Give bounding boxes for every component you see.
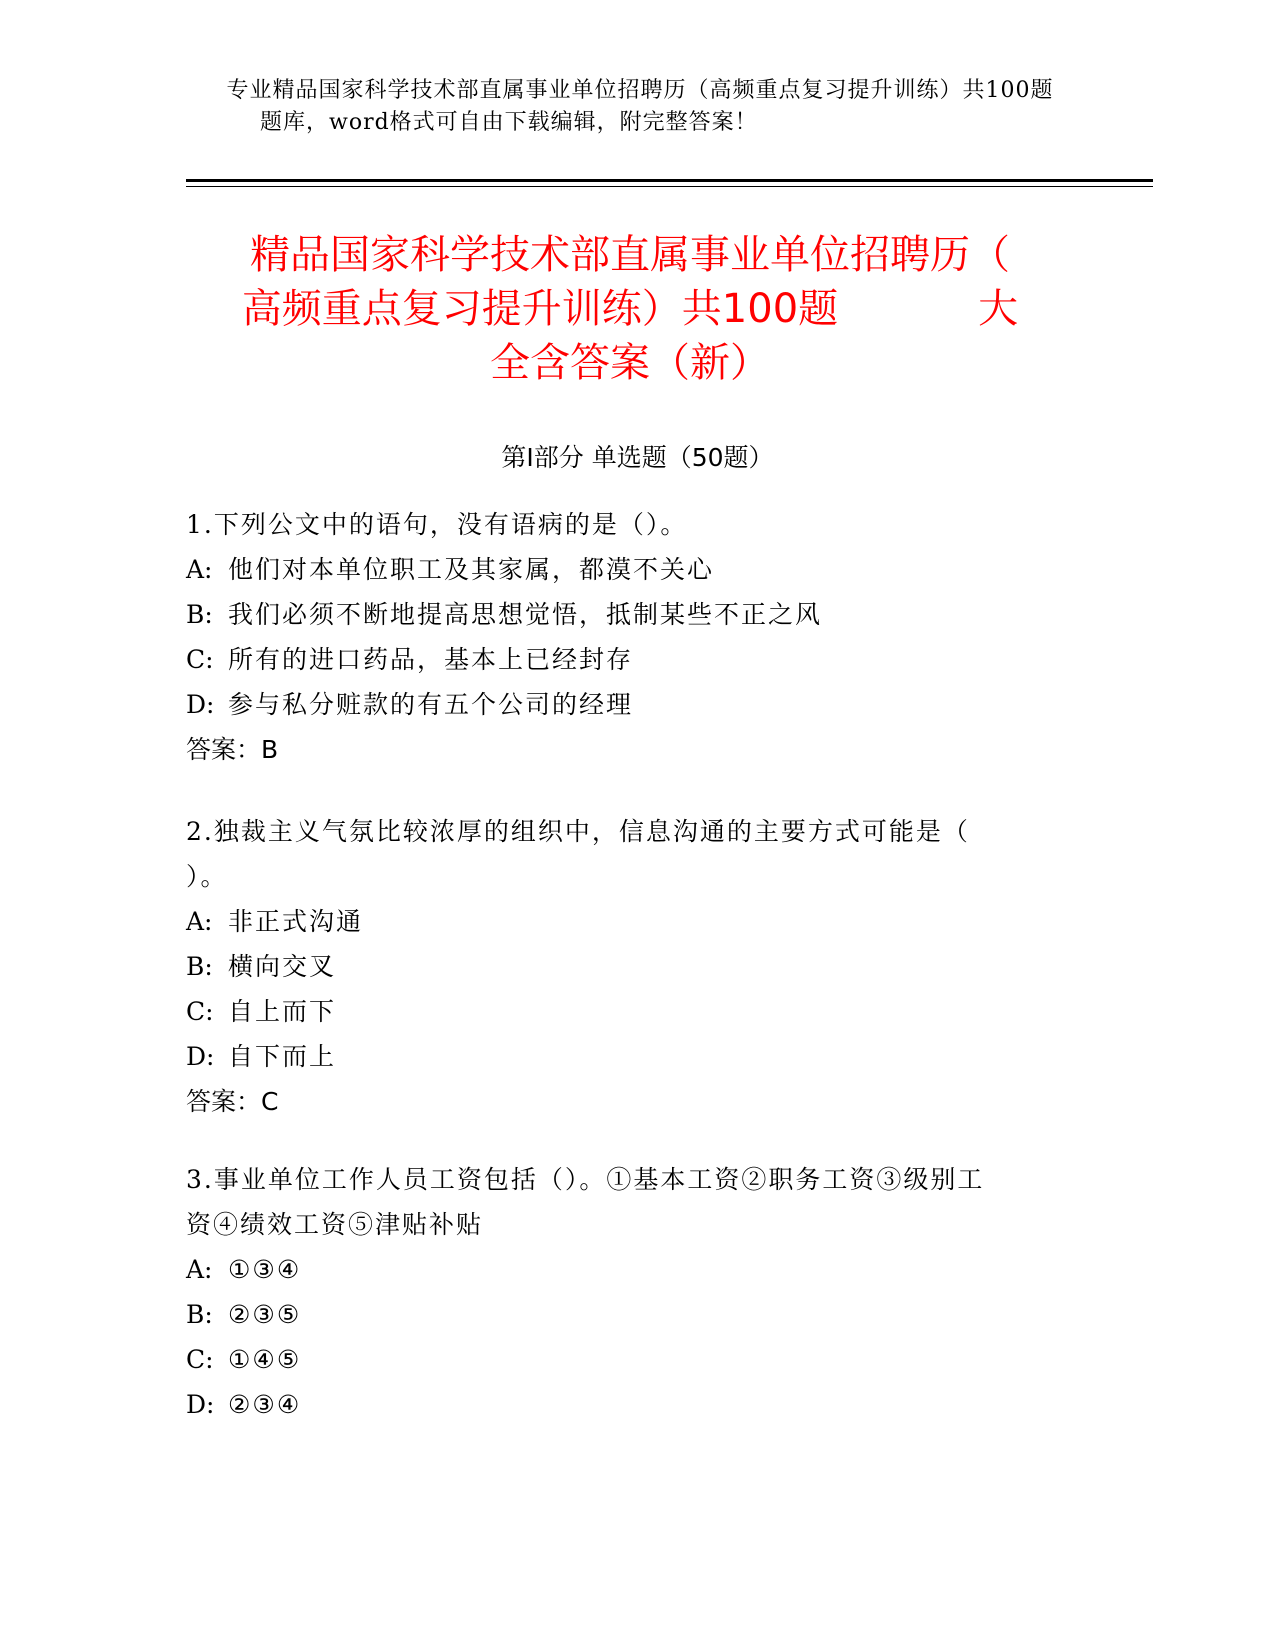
- question-stem-line: 3.事业单位工作人员工资包括（）。①基本工资②职务工资③级别工: [186, 1165, 985, 1194]
- option-label: D:: [186, 1042, 215, 1071]
- option-text: 非正式沟通: [228, 907, 364, 936]
- option-label: D:: [186, 690, 215, 719]
- title-line-2b: 大: [978, 286, 1019, 332]
- option-d: [186, 1034, 1066, 1079]
- option-text: 我们必须不断地提高思想觉悟，抵制某些不正之风: [228, 600, 823, 629]
- option-text: ①③④: [228, 1255, 302, 1284]
- option-a: [186, 899, 1066, 944]
- option-text: 自上而下: [228, 997, 337, 1026]
- option-text: ②③④: [228, 1390, 302, 1419]
- title-line-2: [190, 282, 1070, 336]
- option-label: B:: [186, 600, 213, 629]
- option-c: [186, 1337, 1066, 1382]
- option-text: 所有的进口药品，基本上已经封存: [228, 645, 634, 674]
- option-d: [186, 682, 1066, 727]
- option-label: C:: [186, 645, 214, 674]
- title-line-1: 精品国家科学技术部直属事业单位招聘历（: [250, 232, 1010, 278]
- option-text: ①④⑤: [228, 1345, 302, 1374]
- document-title: [190, 228, 1070, 390]
- option-text: 他们对本单位职工及其家属，都漠不关心: [228, 555, 715, 584]
- question-stem-line: 1.下列公文中的语句，没有语病的是（）。: [186, 510, 688, 539]
- option-label: A:: [186, 907, 213, 936]
- title-line-3: 全含答案（新）: [490, 340, 770, 386]
- title-line-2a: 高频重点复习提升训练）共100题: [241, 286, 839, 332]
- option-b: [186, 1292, 1066, 1337]
- question-2: [186, 809, 1066, 1124]
- question-stem-line: 2.独裁主义气氛比较浓厚的组织中，信息沟通的主要方式可能是（: [186, 817, 970, 846]
- question-stem-line: ）。: [186, 862, 228, 891]
- question-stem-line: 资④绩效工资⑤津贴补贴: [186, 1210, 484, 1239]
- question-1: [186, 502, 1066, 772]
- option-label: B:: [186, 952, 213, 981]
- answer-line: 答案：C: [186, 1087, 279, 1116]
- header-rule-thin: [186, 186, 1153, 187]
- option-a: [186, 547, 1066, 592]
- option-label: C:: [186, 997, 214, 1026]
- option-c: [186, 989, 1066, 1034]
- option-label: C:: [186, 1345, 214, 1374]
- option-a: [186, 1247, 1066, 1292]
- option-text: 参与私分赃款的有五个公司的经理: [228, 690, 634, 719]
- section-heading: 第Ⅰ部分 单选题（50题）: [501, 443, 774, 472]
- option-b: [186, 944, 1066, 989]
- option-text: ②③⑤: [228, 1300, 302, 1329]
- option-label: B:: [186, 1300, 213, 1329]
- option-b: [186, 592, 1066, 637]
- header-line-2: 题库，word格式可自由下载编辑，附完整答案！: [260, 110, 758, 135]
- header-rule-thick: [186, 179, 1153, 182]
- question-3: [186, 1157, 1066, 1427]
- header-line-1: 专业精品国家科学技术部直属事业单位招聘历（高频重点复习提升训练）共100题: [226, 78, 1054, 103]
- option-text: 自下而上: [228, 1042, 337, 1071]
- option-text: 横向交叉: [228, 952, 337, 981]
- option-label: A:: [186, 1255, 213, 1284]
- option-label: D:: [186, 1390, 215, 1419]
- answer-line: 答案：B: [186, 735, 279, 764]
- option-d: [186, 1382, 1066, 1427]
- option-label: A:: [186, 555, 213, 584]
- option-c: [186, 637, 1066, 682]
